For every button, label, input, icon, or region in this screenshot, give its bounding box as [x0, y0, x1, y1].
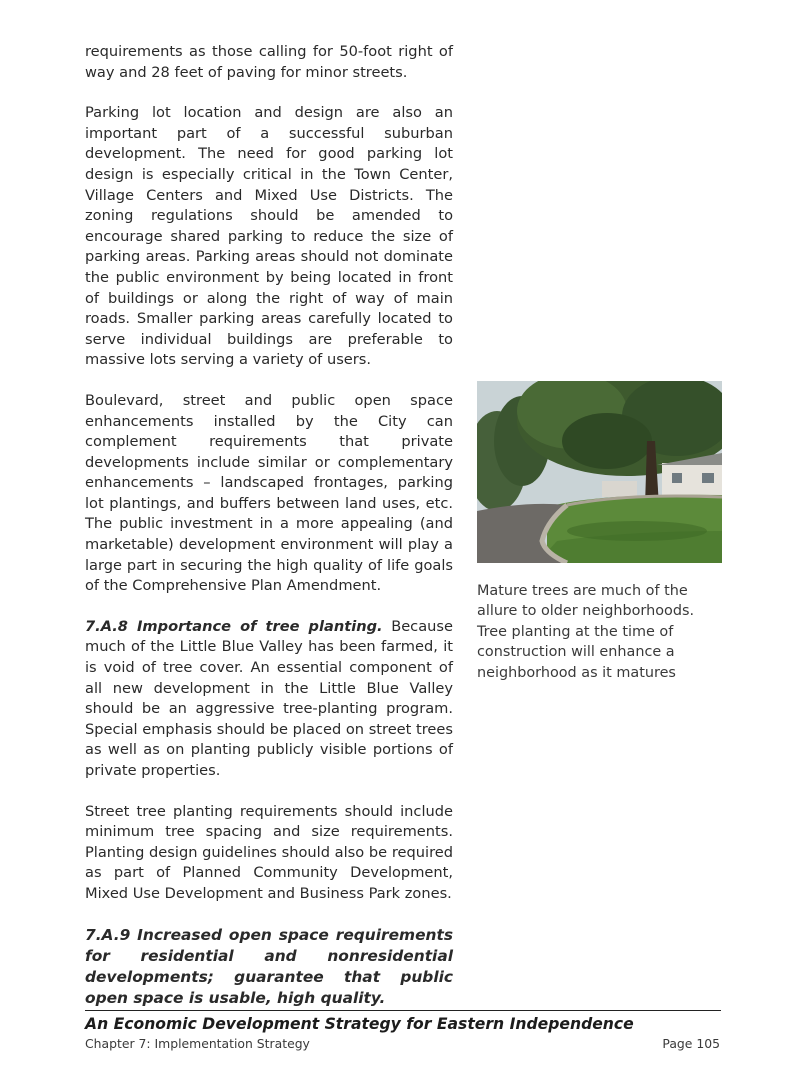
paragraph-tree-planting [85, 617, 453, 782]
footer-divider [85, 1010, 721, 1011]
paragraph-street-requirements: requirements as those calling for 50-foot right of way and 28 feet of paving for minor streets. [85, 43, 453, 81]
neighborhood-street-photo [477, 381, 722, 563]
page-number: Page 105 [662, 1036, 720, 1051]
chapter-label: Chapter 7: Implementation Strategy [85, 1036, 310, 1051]
body-text [85, 42, 453, 1029]
document-title: An Economic Development Strategy for Eastern Independence [85, 1015, 634, 1033]
paragraph-parking: Parking lot location and design are also an important part of a successful suburban development. The need for good parking lot design is especially critical in the Town Center, Village Centers and Mixed Use Districts. The zoning regulations should be amended to encourage shared parking to reduce the size of parking areas. Parking areas should not dominate the public environment by being located in front of buildings or along the right of way of main roads. Smaller parking areas carefully located to serve individual buildings are preferable to massive lots serving a variety of users. [85, 104, 453, 369]
tree-planting-text: Because much of the Little Blue Valley has been farmed, it is void of tree cover. An essential component of all new development in the Little Blue Valley should be an aggressive tree-planting program. Special emphasis should be placed on street trees as well as on planting publicly visible portions of private properties. [85, 617, 453, 779]
photo-caption: Mature trees are much of the allure to older neighborhoods. Tree planting at the time of construction will enhance a neighborhood as it matures [477, 583, 695, 681]
paragraph-boulevard: Boulevard, street and public open space enhancements installed by the City can complement requirements that private developments include similar or complementary enhancements – landscaped frontages, parking lot plantings, and buffers between land uses, etc. The public investment in a more appealing (and marketable) development environment will play a large part in securing the high quality of life goals of the Comprehensive Plan Amendment. [85, 391, 453, 595]
paragraph-street-tree-requirements: Street tree planting requirements should include minimum tree spacing and size requirements. Planting design guidelines should also be required as part of Planned Community Development, Mixed Use Development and Business Park zones. [85, 802, 453, 902]
section-heading-7a9: 7.A.9 Increased open space requirements for residential and nonresidential developments; guarantee that public open space is usable, high quality. [85, 925, 453, 1007]
section-heading-7a8: 7.A.8 Importance of tree planting. [85, 617, 383, 635]
